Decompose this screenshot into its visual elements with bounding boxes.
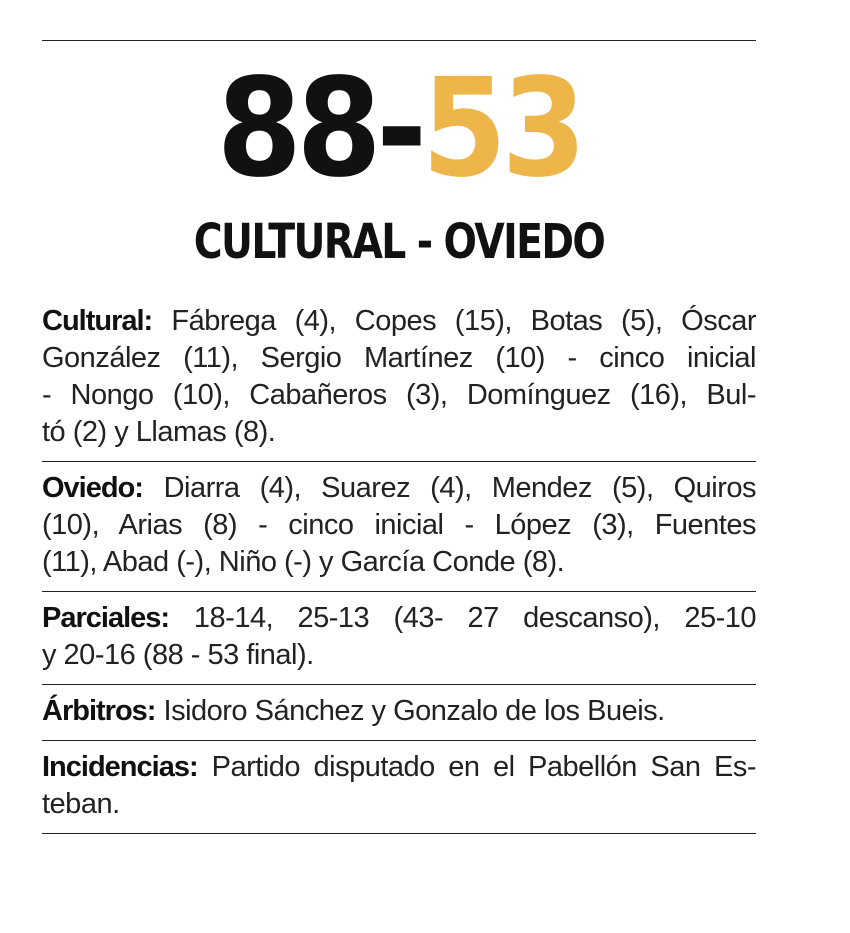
section-label: Árbitros: (42, 695, 156, 727)
section-text: González (11), Sergio Martínez (10) - cinco inicial (42, 342, 756, 374)
section-text: Partido disputado en el Pabellón San Es- (211, 751, 757, 783)
section-line (42, 600, 756, 637)
section-line (42, 544, 756, 581)
section-label: Cultural: (42, 305, 153, 337)
section-label: Parciales: (42, 602, 170, 634)
matchup-title: CULTURAL - OVIEDO (193, 214, 605, 270)
section-text: (11), Abad (-), Niño (-) y García Conde (8). (42, 546, 565, 578)
section-text: Fábrega (4), Copes (15), Botas (5), Óscar (171, 305, 756, 337)
section-text: tó (2) y Llamas (8). (42, 416, 276, 448)
section-label: Oviedo: (42, 472, 143, 504)
section-text: (10), Arias (8) - cinco inicial - López (3), Fuentes (42, 509, 756, 541)
final-score (78, 50, 721, 208)
section-text: Isidoro Sánchez y Gonzalo de los Bueis. (163, 695, 665, 727)
home-score: 88 (216, 50, 377, 208)
section-parciales (42, 592, 756, 685)
section-line (42, 749, 756, 786)
section-text: teban. (42, 788, 120, 820)
top-rule (42, 40, 756, 41)
section-oviedo (42, 462, 756, 592)
section-line (42, 786, 756, 823)
section-text: - Nongo (10), Cabañeros (3), Domínguez (16), Bul- (42, 379, 756, 411)
section-line (42, 470, 756, 507)
section-line (42, 637, 756, 674)
section-label: Incidencias: (42, 751, 198, 783)
section-cultural (42, 295, 756, 462)
score-separator: - (376, 50, 422, 208)
section-line (42, 340, 756, 377)
section-line (42, 377, 756, 414)
section-arbitros (42, 685, 756, 741)
section-line (42, 507, 756, 544)
section-line (42, 693, 756, 730)
section-line (42, 303, 756, 340)
section-text: 18-14, 25-13 (43- 27 descanso), 25-10 (193, 602, 756, 634)
section-line (42, 414, 756, 451)
section-text: y 20-16 (88 - 53 final). (42, 639, 314, 671)
section-text: Diarra (4), Suarez (4), Mendez (5), Quiros (163, 472, 756, 504)
section-incidencias (42, 741, 756, 834)
match-summary-card (42, 40, 756, 834)
away-score: 53 (421, 50, 582, 208)
